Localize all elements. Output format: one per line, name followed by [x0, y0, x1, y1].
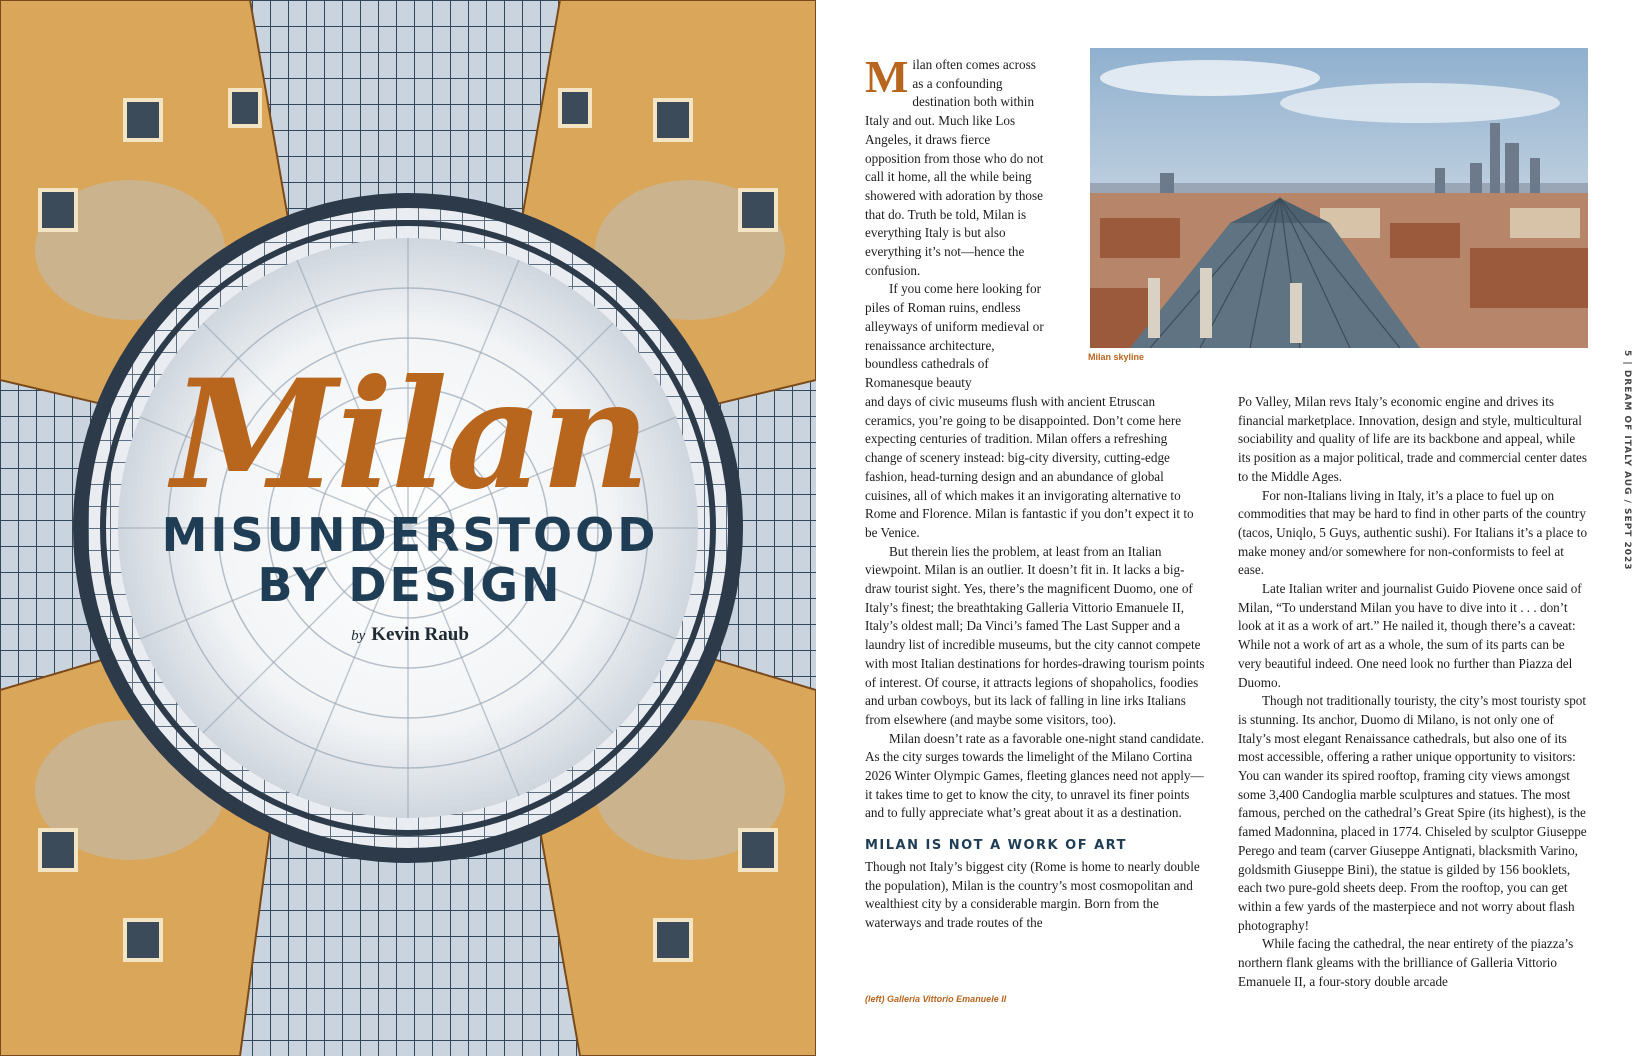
body-paragraph: Though not traditionally touristy, the city’s most touristy spot is stunning. Its anchor, Duomo di Milano, is not only one of Italy’s most elegant Renaissance cathedrals, but also one of its most accessible, offering a rather unique opportunity to visitors: You can wander its spired rooftop, framing city views amongst some 3,400 Candoglia marble sculptures and statues. The most famous, perched on the cathedral’s Great Spire (its highest), is the famed Madonnina, placed in 1774. Chiseled by sculptor Giuseppe Perego and team (carver Giuseppe Antignati, blacksmith Varino, goldsmith Giuseppe Bini), the statue is gilded by 156 booklets, each two pure-gold sheets deep. From the rooftop, you can get within a few yards of the masterpiece and not worry about flash photography! — [1238, 693, 1587, 933]
article-column-left — [865, 393, 1207, 933]
title-script: Milan — [171, 347, 649, 523]
body-paragraph: Po Valley, Milan revs Italy’s economic engine and drives its financial marketplace. Innovation, design and style, multicultural sociability and quality of life are its backbone and appeal, while its position as a major political, trade and commercial center dates to the Middle Ages. — [1238, 394, 1587, 484]
intro-column — [865, 51, 1045, 393]
body-paragraph: Milan doesn’t rate as a favorable one-night stand candidate. As the city surges towards the limelight of the Milano Cortina 2026 Winter Olympic Games, fleeting glances need not apply—it takes time to get to know the city, to unravel its finer points and to fully appreciate what’s great about it as a destination. — [865, 730, 1205, 821]
left-photo-caption: (left) Galleria Vittorio Emanuele II — [865, 994, 1007, 1004]
body-paragraph: But therein lies the problem, at least from an Italian viewpoint. Milan is an outlier. It doesn’t fit in. It lacks a big-draw tourist sight. Yes, there’s the magnificent Duomo, one of Italy’s finest; the breathtaking Galleria Vittorio Emanuele II, Italy’s oldest mall; Da Vinci’s famed The Last Supper and a laundry list of incredible museums, but the city cannot compete with most Italian destinations for hordes-drawing tourism points of interest. Of course, it attracts legions of shopaholics, foodies and urban cowboys, but its lack of falling in line irks Italians from elsewhere (and maybe some visitors, too). — [865, 543, 1205, 727]
body-paragraph: Late Italian writer and journalist Guido Piovene once said of Milan, “To understand Milan you have to dive into it . . . don’t look at it as a work of art.” He nailed it, though there’s a caveat: While not a work of art as a whole, the sum of its parts can be very beautiful indeed. One need look no further than Piazza del Duomo. — [1238, 581, 1582, 690]
body-paragraph: For non-Italians living in Italy, it’s a place to fuel up on commodities that may be hard to find in other parts of the country (tacos, Uniqlo, 5 Guys, authentic sushi). For Italians it’s a place to make money and/or somewhere for non-conformists to feel at ease. — [1238, 487, 1588, 578]
title-line-1: MISUNDERSTOOD — [161, 508, 659, 562]
folio — [1616, 350, 1632, 630]
title-line-2: BY DESIGN — [257, 558, 563, 612]
body-paragraph: and days of civic museums flush with ancient Etruscan ceramics, you’re going to be disappointed. Don’t come here expecting centuries of tradition. Milan offers a refreshing change of scenery instead: big-city diversity, cutting-edge fashion, head-turning design and an abundance of global cuisines, all of which makes it an invigorating alternative to Rome and Florence. Milan is fantastic if you don’t expect it to be Venice. — [865, 394, 1194, 540]
dropcap: M — [865, 51, 909, 102]
intro-paragraph: If you come here looking for piles of Roman ruins, endless alleyways of uniform medieval or renaissance architecture, boundless cathedrals of Romanesque beauty — [865, 281, 1044, 390]
author-name: Kevin Raub — [371, 624, 469, 645]
section-heading: MILAN IS NOT A WORK OF ART — [865, 838, 1127, 854]
folio-text: 5 | DREAM OF ITALY AUG / SEPT 2023 — [1622, 350, 1632, 571]
body-paragraph: Though not Italy’s biggest city (Rome is home to nearly double the population), Milan is the country’s most cosmopolitan and wealthiest city by a considerable margin. Born from the waterways and trade routes of the — [865, 858, 1200, 930]
right-page — [816, 0, 1632, 1056]
byline — [120, 624, 700, 646]
intro-paragraph: ilan often comes across as a confounding destination both within Italy and out. Much like Los Angeles, it draws fierce opposition from those who do not call it home, all the while being showered with adoration by those that do. Truth be told, Milan is everything Italy is but also everything it’s not—hence the confusion. — [865, 57, 1044, 278]
body-paragraph: While facing the cathedral, the near entirety of the piazza’s northern flank gleams with the brilliance of Galleria Vittorio Emanuele II, a four-story double arcade — [1238, 936, 1574, 989]
byline-prefix: by — [351, 628, 366, 644]
photo-caption: Milan skyline — [1088, 352, 1145, 362]
article-column-right — [1238, 393, 1588, 992]
milan-skyline-photo — [1090, 48, 1588, 348]
article-title-block — [120, 347, 700, 646]
